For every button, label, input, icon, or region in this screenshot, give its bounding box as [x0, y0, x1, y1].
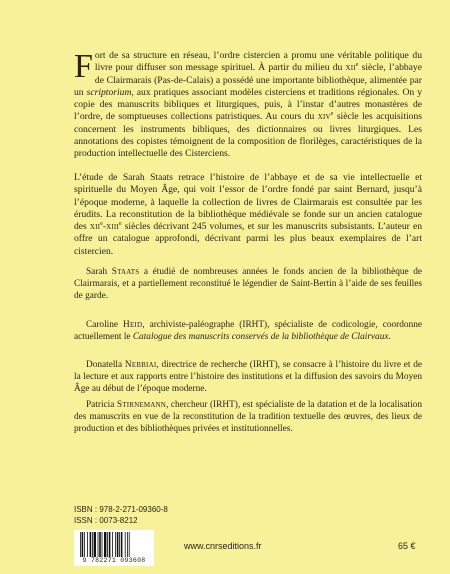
summary-paragraph-2: L’étude de Sarah Staats retrace l’histoire de l’abbaye et de sa vie intellectuelle et spirituelle du Moyen Âge, qui voit l’essor de l’ordre fondé par saint Bernard, jusqu’à l’époque moderne, à laquelle la collection de livres de Clairmarais est consultée par les érudits. La reconstitution de la bibliothèque médiévale se fonde sur un ancien catalogue des xii$^e$-xiii$^e$ siècles décrivant 245 volumes, et sur les manuscrits subsistants. L’auteur en offre un catalogue approfondi, décrivant parmi les plus beaux exemplaires de l’art cistercien. [74, 172, 423, 257]
isbn: ISBN : 978-2-271-09360-8 [74, 505, 168, 514]
barcode-bars-icon [80, 532, 148, 557]
barcode [74, 530, 154, 566]
author-bio-stirnemann: Patricia Stirnemann, chercheur (IRHT), est spécialiste de la datation et de la localisation des manuscrits en vue de la reconstitution de la tradition textuelle des œuvres, des lieux de production et des bibliothèques privées et institutionnelles. [74, 400, 422, 435]
summary-paragraph-1: Fort de sa structure en réseau, l’ordre cistercien a promu une véritable politique du livre pour diffuser son message spirituel. À partir du milieu du xii$^e$ siècle, l’abbaye de Clairmarais (Pas-de-Calais) a possédé une importante bibliothèque, alimentée par un scriptorium, aux pratiques associant modèles cisterciens et traditions régionales. On y copie des manuscrits bibliques et liturgiques, puis, à l’instar d’autres monastères de l’ordre, de somptueuses collections patristiques. Au cours du xiv$^e$ siècle les acquisitions concernent les instruments bibliques, des dictionnaires ou livres liturgiques. Les annotations des copistes témoignent de la composition de florilèges, caractéristiques de la production intellectuelle des Cisterciens. [74, 48, 422, 160]
author-bio-heid: Caroline Heid, archiviste-paléographe (IRHT), spécialiste de codicologie, coordonne actuellement le Catalogue des manuscrits conservés de la bibliothèque de Clairvaux. [74, 320, 422, 343]
barcode-number: 9 782271 093608 [82, 557, 146, 564]
author-bio-nebbiai: Donatella Nebbiai, directrice de recherche (IRHT), se consacre à l’histoire du livre et de la lecture et aux rapports entre l’histoire des institutions et la diffusion des savoirs du Moyen Âge au début de l’époque moderne. [74, 360, 422, 395]
price: 65 € [398, 541, 416, 551]
issn: ISSN : 0073-8212 [74, 516, 138, 525]
isbn-block [74, 504, 168, 526]
publisher-website[interactable]: www.cnrseditions.fr [184, 541, 262, 551]
author-bio-staats: Sarah Staats a étudié de nombreuses années le fonds ancien de la bibliothèque de Clairmarais, et a partiellement reconstitué le légendier de Saint-Bertin à l’aide de ses feuilles de garde. [74, 267, 422, 302]
drop-cap: F [74, 48, 93, 85]
